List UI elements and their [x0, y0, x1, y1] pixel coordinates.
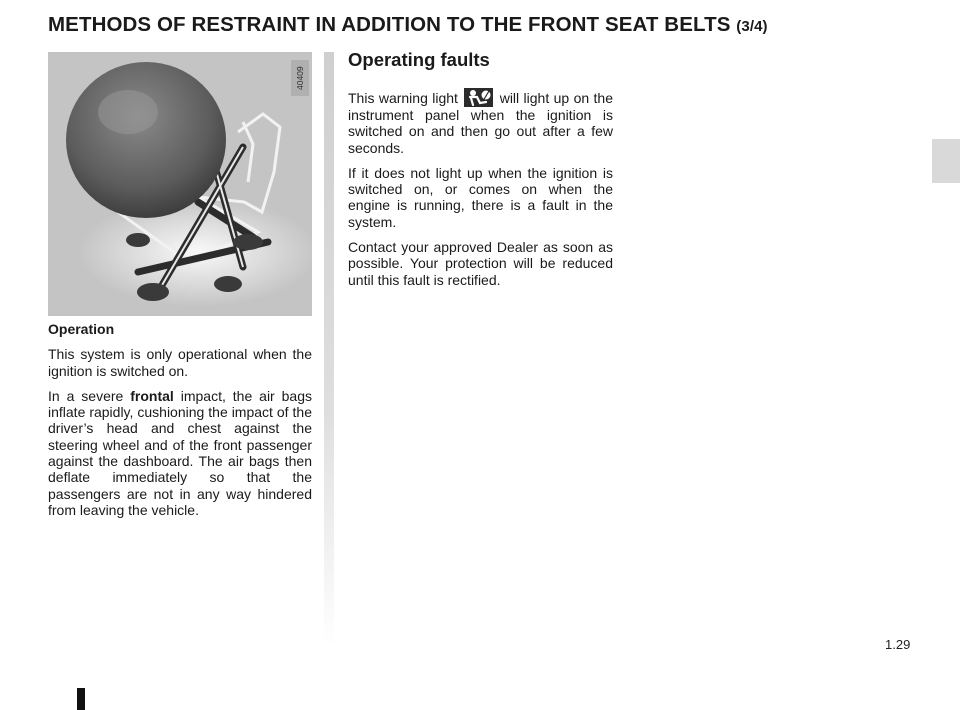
operation-section	[48, 321, 312, 527]
operation-paragraph-2	[48, 388, 312, 518]
airbag-warning-light-icon	[464, 88, 493, 107]
chapter-side-tab	[932, 139, 960, 183]
paragraph-2-lead: In a severe	[48, 387, 131, 404]
faults-paragraph-1-rest: will light up on the instrument panel when the ignition is switched on and then go out after a few seconds.	[348, 90, 613, 156]
airbag-illustration	[48, 52, 312, 316]
page-title-text: METHODS OF RESTRAINT IN ADDITION TO THE FRONT SEAT BELTS	[48, 13, 731, 36]
figure-reference-number: 40409	[291, 60, 309, 96]
operation-heading: Operation	[48, 321, 115, 337]
faults-paragraph-1-lead: This warning light	[348, 90, 463, 106]
operation-paragraph-1: This system is only operational when the ignition is switched on.	[48, 346, 312, 379]
airbag-deployed-seat-icon	[48, 52, 312, 316]
paragraph-2-rest: impact, the air bags inflate rapidly, cushioning the impact of the driver’s head and chest against the steering wheel and of the front passenger against the dashboard. The air bags then deflate immediately so that the passengers are not in any way hindered from leaving the vehicle.	[48, 387, 312, 518]
frontal-emphasis: frontal	[130, 387, 174, 404]
column-divider	[324, 52, 334, 647]
faults-paragraph-3: Contact your approved Dealer as soon as possible. Your protection will be reduced until this fault is rectified.	[348, 239, 613, 288]
page-title-part: (3/4)	[736, 18, 768, 35]
operating-faults-section	[348, 49, 613, 297]
page-title	[48, 13, 908, 37]
page-number: 1.29	[885, 637, 911, 652]
print-corner-mark	[77, 688, 85, 710]
operating-faults-heading: Operating faults	[348, 49, 490, 70]
faults-paragraph-1	[348, 88, 613, 156]
faults-paragraph-2: If it does not light up when the ignition is switched on, or comes on when the engine is running, there is a fault in the system.	[348, 164, 613, 230]
